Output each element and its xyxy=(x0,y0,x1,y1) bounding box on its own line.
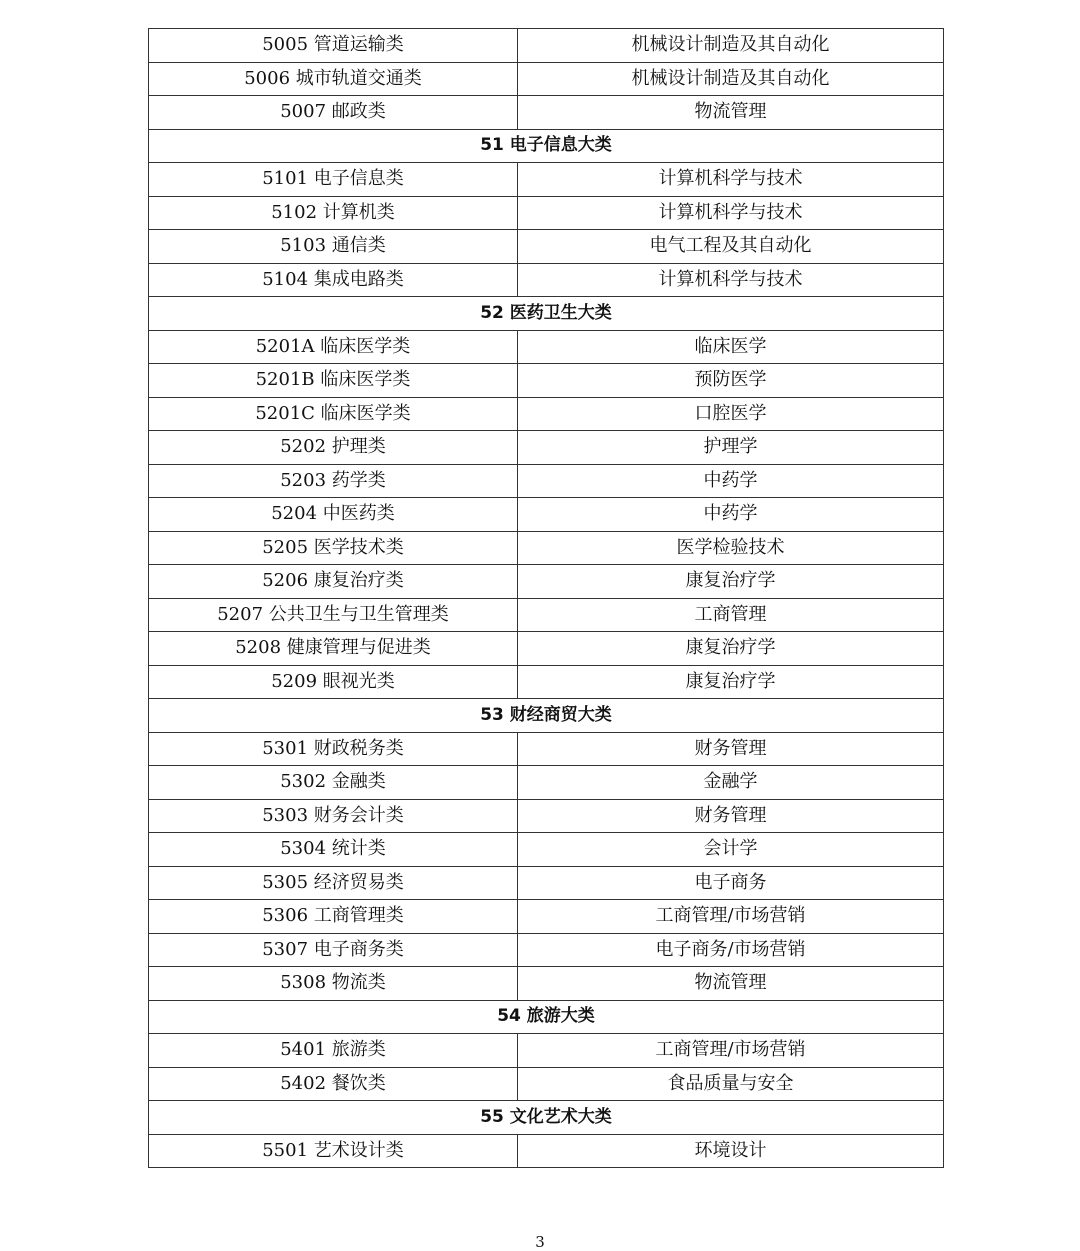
undergraduate-major-cell: 康复治疗学 xyxy=(518,565,944,599)
undergraduate-major-cell: 口腔医学 xyxy=(518,397,944,431)
vocational-category-cell: 5201B 临床医学类 xyxy=(149,364,518,398)
undergraduate-major-cell: 工商管理/市场营销 xyxy=(518,1034,944,1068)
table-row xyxy=(149,933,944,967)
vocational-category-cell: 5103 通信类 xyxy=(149,230,518,264)
vocational-category-cell: 5401 旅游类 xyxy=(149,1034,518,1068)
undergraduate-major-cell: 会计学 xyxy=(518,833,944,867)
category-row xyxy=(149,297,944,331)
vocational-category-cell: 5301 财政税务类 xyxy=(149,732,518,766)
table-row xyxy=(149,900,944,934)
category-row xyxy=(149,129,944,163)
category-heading: 51 电子信息大类 xyxy=(149,129,944,163)
undergraduate-major-cell: 电子商务/市场营销 xyxy=(518,933,944,967)
undergraduate-major-cell: 电子商务 xyxy=(518,866,944,900)
vocational-category-cell: 5305 经济贸易类 xyxy=(149,866,518,900)
vocational-category-cell: 5006 城市轨道交通类 xyxy=(149,62,518,96)
table-row xyxy=(149,565,944,599)
category-heading: 54 旅游大类 xyxy=(149,1000,944,1034)
undergraduate-major-cell: 中药学 xyxy=(518,464,944,498)
table-body xyxy=(149,29,944,1168)
vocational-category-cell: 5302 金融类 xyxy=(149,766,518,800)
table-row xyxy=(149,196,944,230)
undergraduate-major-cell: 财务管理 xyxy=(518,732,944,766)
undergraduate-major-cell: 物流管理 xyxy=(518,967,944,1001)
table-row xyxy=(149,665,944,699)
vocational-category-cell: 5203 药学类 xyxy=(149,464,518,498)
table-row xyxy=(149,498,944,532)
table-row xyxy=(149,766,944,800)
vocational-category-cell: 5306 工商管理类 xyxy=(149,900,518,934)
table-row xyxy=(149,330,944,364)
table-row xyxy=(149,431,944,465)
table-row xyxy=(149,364,944,398)
table-row xyxy=(149,531,944,565)
vocational-category-cell: 5005 管道运输类 xyxy=(149,29,518,63)
vocational-category-cell: 5205 医学技术类 xyxy=(149,531,518,565)
vocational-category-cell: 5202 护理类 xyxy=(149,431,518,465)
undergraduate-major-cell: 计算机科学与技术 xyxy=(518,196,944,230)
undergraduate-major-cell: 食品质量与安全 xyxy=(518,1067,944,1101)
table-row xyxy=(149,263,944,297)
table-row xyxy=(149,163,944,197)
undergraduate-major-cell: 临床医学 xyxy=(518,330,944,364)
category-row xyxy=(149,1000,944,1034)
vocational-category-cell: 5104 集成电路类 xyxy=(149,263,518,297)
category-row xyxy=(149,699,944,733)
undergraduate-major-cell: 医学检验技术 xyxy=(518,531,944,565)
category-row xyxy=(149,1101,944,1135)
table-row xyxy=(149,464,944,498)
vocational-category-cell: 5007 邮政类 xyxy=(149,96,518,130)
table-row xyxy=(149,1134,944,1168)
vocational-category-cell: 5501 艺术设计类 xyxy=(149,1134,518,1168)
vocational-category-cell: 5204 中医药类 xyxy=(149,498,518,532)
category-heading: 52 医药卫生大类 xyxy=(149,297,944,331)
table-row xyxy=(149,632,944,666)
table-row xyxy=(149,397,944,431)
undergraduate-major-cell: 康复治疗学 xyxy=(518,632,944,666)
undergraduate-major-cell: 机械设计制造及其自动化 xyxy=(518,62,944,96)
major-mapping-table xyxy=(148,28,944,1168)
undergraduate-major-cell: 预防医学 xyxy=(518,364,944,398)
vocational-category-cell: 5102 计算机类 xyxy=(149,196,518,230)
vocational-category-cell: 5209 眼视光类 xyxy=(149,665,518,699)
vocational-category-cell: 5308 物流类 xyxy=(149,967,518,1001)
vocational-category-cell: 5207 公共卫生与卫生管理类 xyxy=(149,598,518,632)
vocational-category-cell: 5304 统计类 xyxy=(149,833,518,867)
vocational-category-cell: 5303 财务会计类 xyxy=(149,799,518,833)
undergraduate-major-cell: 财务管理 xyxy=(518,799,944,833)
vocational-category-cell: 5206 康复治疗类 xyxy=(149,565,518,599)
table-row xyxy=(149,62,944,96)
table-row xyxy=(149,866,944,900)
table-row xyxy=(149,598,944,632)
table-row xyxy=(149,96,944,130)
vocational-category-cell: 5402 餐饮类 xyxy=(149,1067,518,1101)
undergraduate-major-cell: 物流管理 xyxy=(518,96,944,130)
table-row xyxy=(149,799,944,833)
undergraduate-major-cell: 金融学 xyxy=(518,766,944,800)
category-heading: 55 文化艺术大类 xyxy=(149,1101,944,1135)
table-row xyxy=(149,833,944,867)
undergraduate-major-cell: 护理学 xyxy=(518,431,944,465)
vocational-category-cell: 5101 电子信息类 xyxy=(149,163,518,197)
undergraduate-major-cell: 计算机科学与技术 xyxy=(518,163,944,197)
undergraduate-major-cell: 电气工程及其自动化 xyxy=(518,230,944,264)
category-heading: 53 财经商贸大类 xyxy=(149,699,944,733)
page-number: 3 xyxy=(535,1233,545,1251)
vocational-category-cell: 5307 电子商务类 xyxy=(149,933,518,967)
undergraduate-major-cell: 环境设计 xyxy=(518,1134,944,1168)
table-row xyxy=(149,29,944,63)
table-row xyxy=(149,967,944,1001)
undergraduate-major-cell: 康复治疗学 xyxy=(518,665,944,699)
undergraduate-major-cell: 中药学 xyxy=(518,498,944,532)
table-row xyxy=(149,230,944,264)
table-row xyxy=(149,732,944,766)
undergraduate-major-cell: 机械设计制造及其自动化 xyxy=(518,29,944,63)
table-row xyxy=(149,1067,944,1101)
vocational-category-cell: 5208 健康管理与促进类 xyxy=(149,632,518,666)
vocational-category-cell: 5201C 临床医学类 xyxy=(149,397,518,431)
undergraduate-major-cell: 工商管理 xyxy=(518,598,944,632)
undergraduate-major-cell: 计算机科学与技术 xyxy=(518,263,944,297)
table-row xyxy=(149,1034,944,1068)
undergraduate-major-cell: 工商管理/市场营销 xyxy=(518,900,944,934)
vocational-category-cell: 5201A 临床医学类 xyxy=(149,330,518,364)
